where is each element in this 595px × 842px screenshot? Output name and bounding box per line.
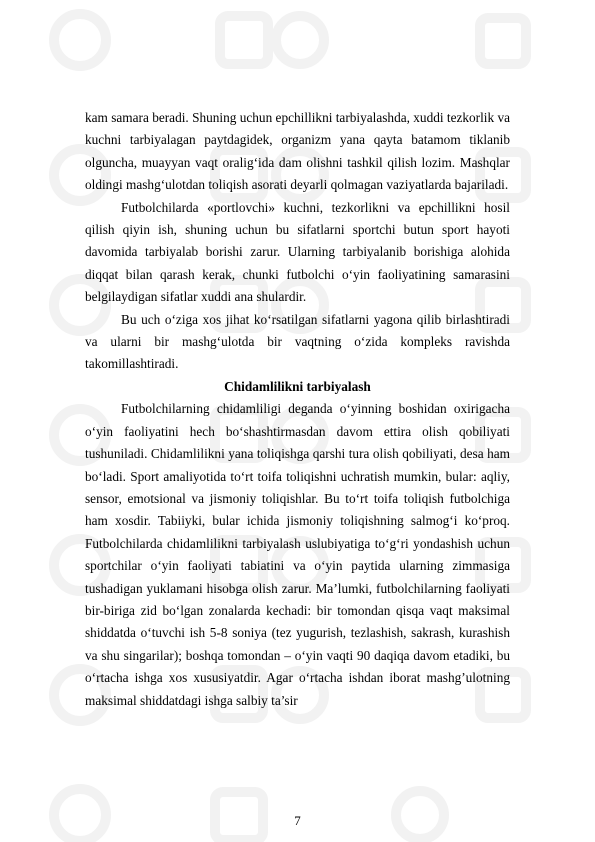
paragraph-continuation: kam samara beradi. Shuning uchun epchillikni tarbiyalashda, xuddi tezkorlik va kuchni tarbiyalagan paytdagidek, organizm yana qayta batamom tiklanib olguncha, muayyan vaqt oralig‘ida dam olishni tashkil qilish lozim. Mashqlar oldingi mashg‘ulotdan toliqish asorati deyarli qolmagan vaziyatlarda bajariladi. bbox=[85, 110, 511, 193]
paragraph-endurance: Futbolchilarning chidamliligi deganda o‘yinning boshidan oxirigacha o‘yin faoliyatini hech bo‘shashtirmasdan davom ettira olish qobiliyati tushuniladi. Chidamlilikni yana toliqishga qarshi tura olish qobiliyati, desa ham bo‘ladi. Sport amaliyotida to‘rt toifa toliqishni uchratish mumkin, bular: aqliy, sensor, emotsional va jismoniy toliqishlar. Bu to‘rt toifa toliqish futbolchiga ham xosdir. Tabiiyki, bular ichida jismoniy toliqishning salmog‘i ko‘proq. Futbolchilarda chidamlilikni tarbiyalash uslubiyatiga to‘g‘ri yondashish uchun sportchilar o‘yin faoliyati tabiatini va o‘yin paytida ularning zimmasiga tushadigan yuklamani hisobga olish zarur. Ma’lumki, futbolchilarning faoliyati bir-biriga zid bo‘lgan zonalarda kechadi: bir tomondan qisqa vaqt maksimal shiddatda o‘tuvchi ish 5-8 soniya (tez yugurish, tezlashish, sakrash, kurashish va shu singarilar); boshqa tomondan – o‘yin vaqti 90 daqiqa davom etadiki, bu o‘rtacha ishga xos xususiyatdir. Agar o‘rtacha ishdan iborat mashg’ulotning maksimal shiddatdagi ishga salbiy ta’sir bbox=[85, 401, 510, 708]
paragraph-three-aspects: Bu uch o‘ziga xos jihat ko‘rsatilgan sifatlarni yagona qilib birlashtiradi va ularni bir mashg‘ulotda bir vaqtning o‘zida kompleks ravishda takomillashtiradi. bbox=[85, 311, 510, 372]
section-heading: Chidamlilikni tarbiyalash bbox=[224, 378, 371, 394]
paragraph-explosive-strength: Futbolchilarda «portlovchi» kuchni, tezkorlikni va epchillikni hosil qilish qiyin ish, shuning uchun bu sifatlarni sportchi butun sport hayoti davomida tarbiyalab borishi zarur. Ularning tarbiyalanib borishiga alohida diqqat bilan qarash kerak, chunki futbolchi o‘yin faoliyatining samarasini belgilaydigan sifatlar xuddi ana shulardir. bbox=[85, 199, 510, 305]
document-body bbox=[85, 107, 510, 712]
page-number: 7 bbox=[294, 813, 301, 828]
